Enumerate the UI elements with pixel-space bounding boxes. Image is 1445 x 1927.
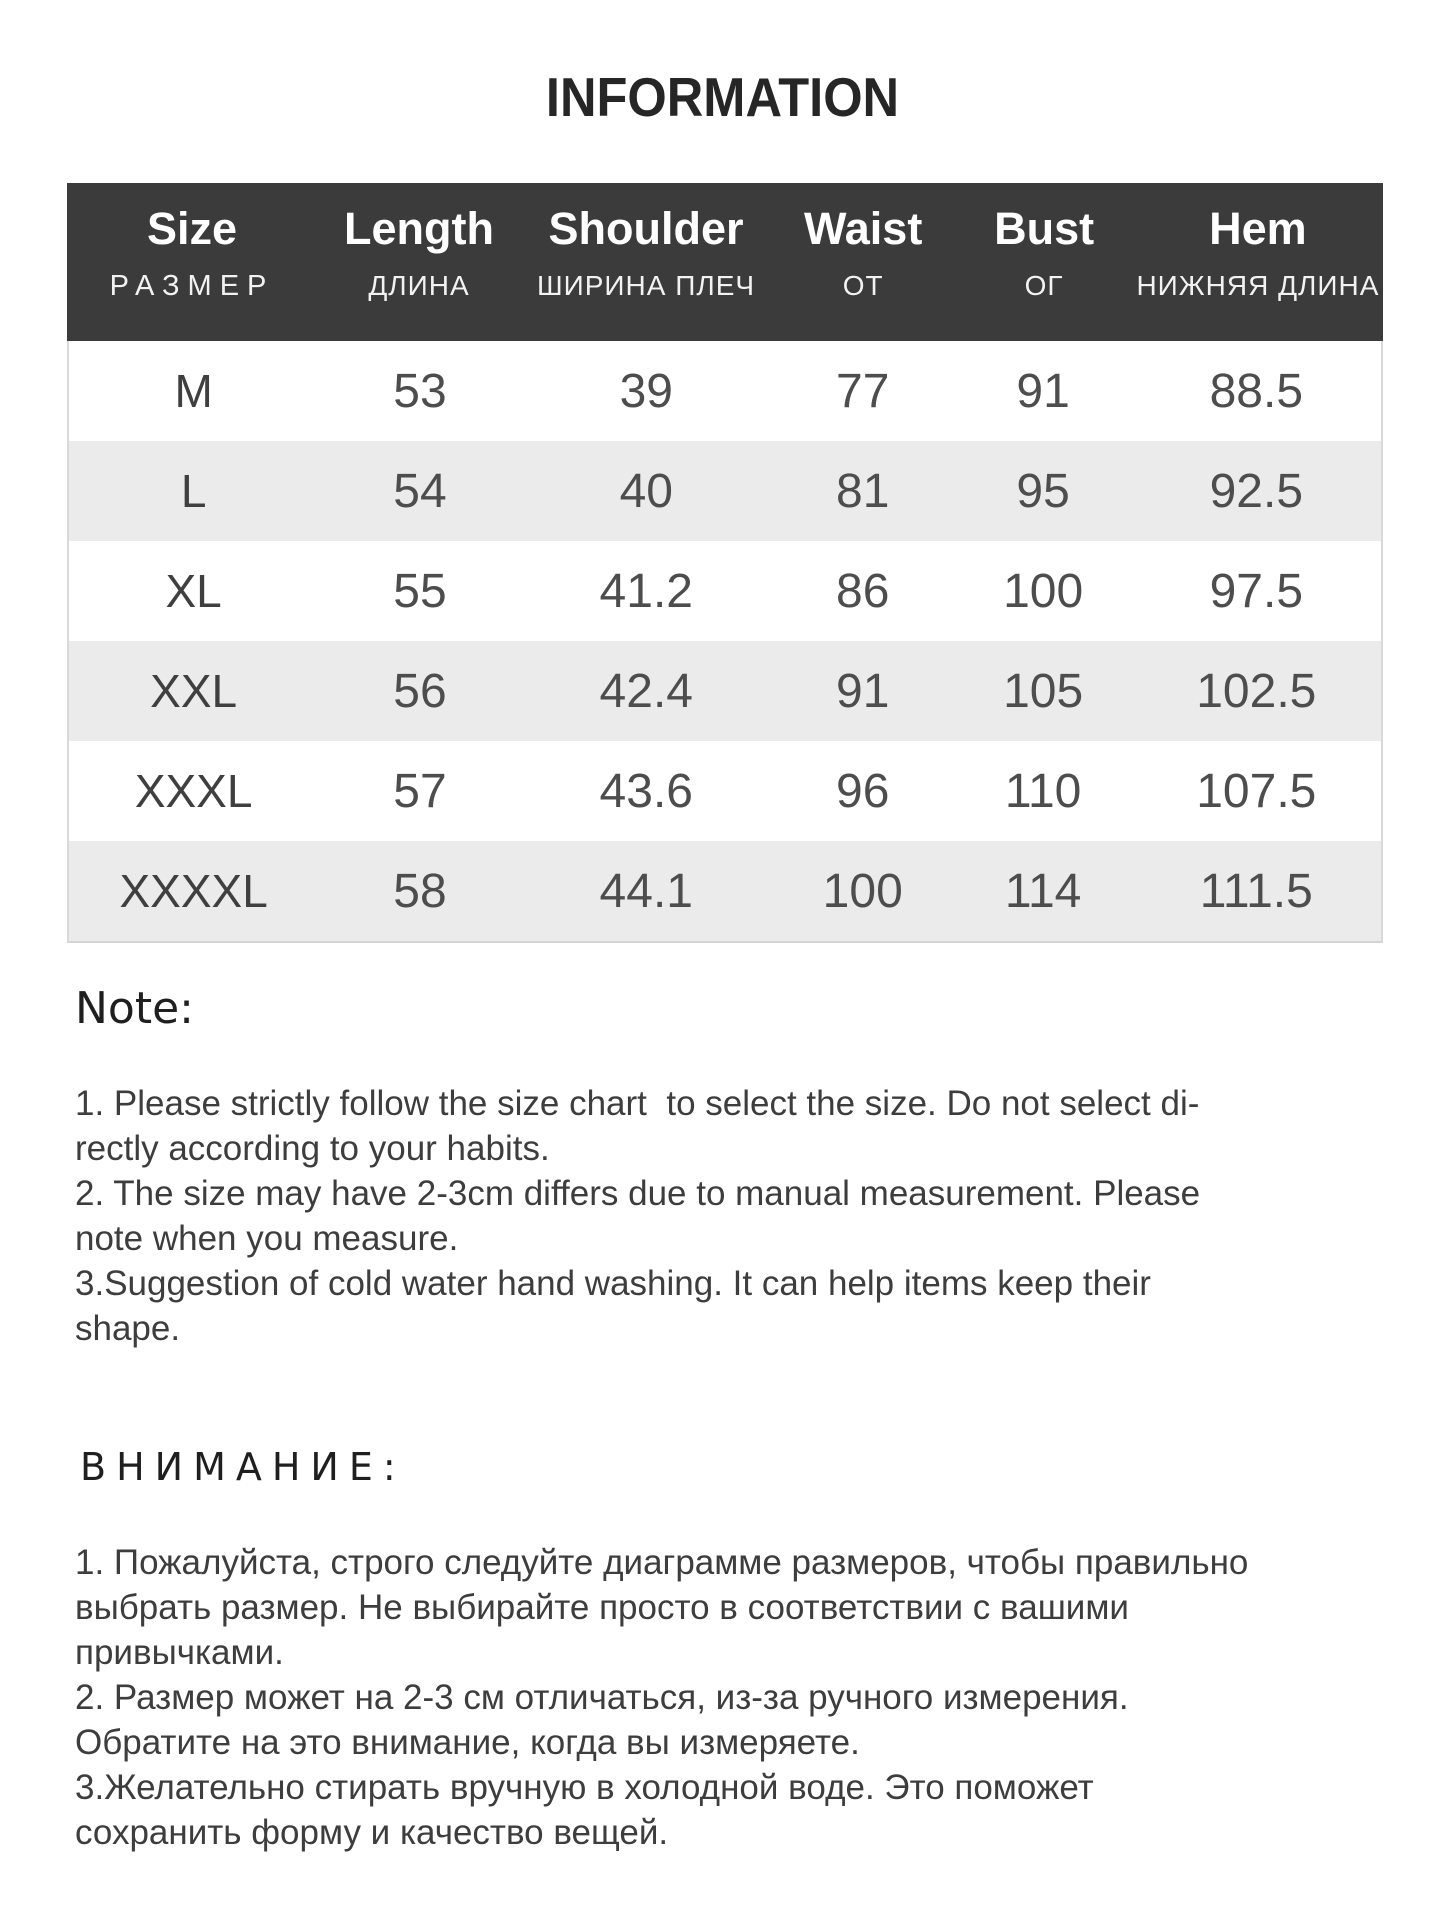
hem-value: 107.5 xyxy=(1196,764,1317,818)
header-sublabel-size-ru: РАЗМЕР xyxy=(109,270,275,302)
length-value: 56 xyxy=(393,664,447,718)
shoulder-value: 41.2 xyxy=(599,564,693,618)
waist-value: 91 xyxy=(836,664,890,718)
table-row-xl xyxy=(69,541,1381,641)
header-label-shoulder: Shoulder xyxy=(548,203,744,254)
header-sublabel-hem-ru: НИЖНЯЯ ДЛИНА xyxy=(1136,270,1380,301)
hem-value: 92.5 xyxy=(1209,464,1304,518)
hem-value: 102.5 xyxy=(1196,664,1317,718)
header-col-length xyxy=(317,183,521,341)
attention-line: 3.Желательно стирать вручную в холодной воде. Это поможет xyxy=(75,1768,1094,1807)
header-label-size: Size xyxy=(146,203,238,254)
attention-heading: ВНИМАНИЕ: xyxy=(80,1445,406,1489)
bust-value: 95 xyxy=(1016,464,1070,518)
shoulder-value: 39 xyxy=(619,364,673,418)
waist-value: 96 xyxy=(836,764,890,818)
shoulder-value: 43.6 xyxy=(599,764,693,818)
table-row-xxl xyxy=(69,641,1381,741)
size-table xyxy=(67,183,1383,943)
page-title: INFORMATION xyxy=(545,66,900,128)
attention-line: 1. Пожалуйста, строго следуйте диаграмме размеров, чтобы правильно xyxy=(75,1543,1249,1582)
shoulder-value: 40 xyxy=(619,464,673,518)
size-label: M xyxy=(174,365,213,417)
waist-value: 100 xyxy=(822,864,903,918)
header-label-hem: Hem xyxy=(1209,203,1307,254)
size-label: L xyxy=(180,465,207,517)
header-sublabel-length-ru: ДЛИНА xyxy=(368,270,470,301)
size-label: XL xyxy=(165,565,222,617)
size-table-header xyxy=(67,183,1383,341)
header-sublabel-shoulder-ru: ШИРИНА ПЛЕЧ xyxy=(536,270,756,301)
table-row-m xyxy=(69,341,1381,441)
length-value: 57 xyxy=(393,764,447,818)
bust-value: 100 xyxy=(1003,564,1084,618)
shoulder-value: 44.1 xyxy=(599,864,693,918)
size-label: XXXL xyxy=(134,765,253,817)
attention-text xyxy=(75,1540,1405,1855)
attention-line: Обратите на это внимание, когда вы измеряете. xyxy=(75,1723,860,1762)
waist-value: 86 xyxy=(836,564,890,618)
note-line: rectly according to your habits. xyxy=(75,1129,550,1168)
length-value: 58 xyxy=(393,864,447,918)
attention-line: 2. Размер может на 2-3 см отличаться, из-за ручного измерения. xyxy=(75,1678,1129,1717)
table-row-xxxl xyxy=(69,741,1381,841)
header-col-hem xyxy=(1133,183,1383,341)
header-sublabel-bust-ru: ОГ xyxy=(1024,270,1064,301)
bust-value: 91 xyxy=(1016,364,1070,418)
header-col-bust xyxy=(955,183,1133,341)
header-col-size xyxy=(67,183,317,341)
size-label: XXXXL xyxy=(119,865,268,917)
bust-value: 114 xyxy=(1004,864,1082,918)
header-label-length: Length xyxy=(344,203,494,254)
length-value: 53 xyxy=(393,364,447,418)
note-line: shape. xyxy=(75,1309,181,1348)
header-sublabel-waist-ru: ОТ xyxy=(842,270,884,301)
attention-line: привычками. xyxy=(75,1633,284,1672)
note-line: 3.Suggestion of cold water hand washing. It can help items keep their xyxy=(75,1264,1151,1303)
hem-value: 88.5 xyxy=(1209,364,1304,418)
hem-value: 97.5 xyxy=(1209,564,1304,618)
attention-line: выбрать размер. Не выбирайте просто в соответствии с вашими xyxy=(75,1588,1129,1627)
header-label-waist: Waist xyxy=(803,203,923,254)
bust-value: 105 xyxy=(1003,664,1084,718)
note-line: 1. Please strictly follow the size chart to select the size. Do not select di- xyxy=(75,1084,1200,1123)
header-col-waist xyxy=(771,183,955,341)
note-heading: Note: xyxy=(75,983,194,1034)
note-line: note when you measure. xyxy=(75,1219,459,1258)
waist-value: 81 xyxy=(836,464,890,518)
header-label-bust: Bust xyxy=(994,203,1095,254)
shoulder-value: 42.4 xyxy=(599,664,693,718)
bust-value: 110 xyxy=(1004,764,1082,818)
hem-value: 111.5 xyxy=(1199,864,1313,918)
length-value: 54 xyxy=(393,464,447,518)
note-line: 2. The size may have 2-3cm differs due to manual measurement. Please xyxy=(75,1174,1201,1213)
size-label: XXL xyxy=(150,665,238,717)
length-value: 55 xyxy=(393,564,447,618)
attention-line: сохранить форму и качество вещей. xyxy=(75,1813,669,1852)
table-row-xxxxl xyxy=(69,841,1381,941)
note-text xyxy=(75,1081,1405,1351)
waist-value: 77 xyxy=(836,364,890,418)
header-col-shoulder xyxy=(521,183,771,341)
table-row-l xyxy=(69,441,1381,541)
